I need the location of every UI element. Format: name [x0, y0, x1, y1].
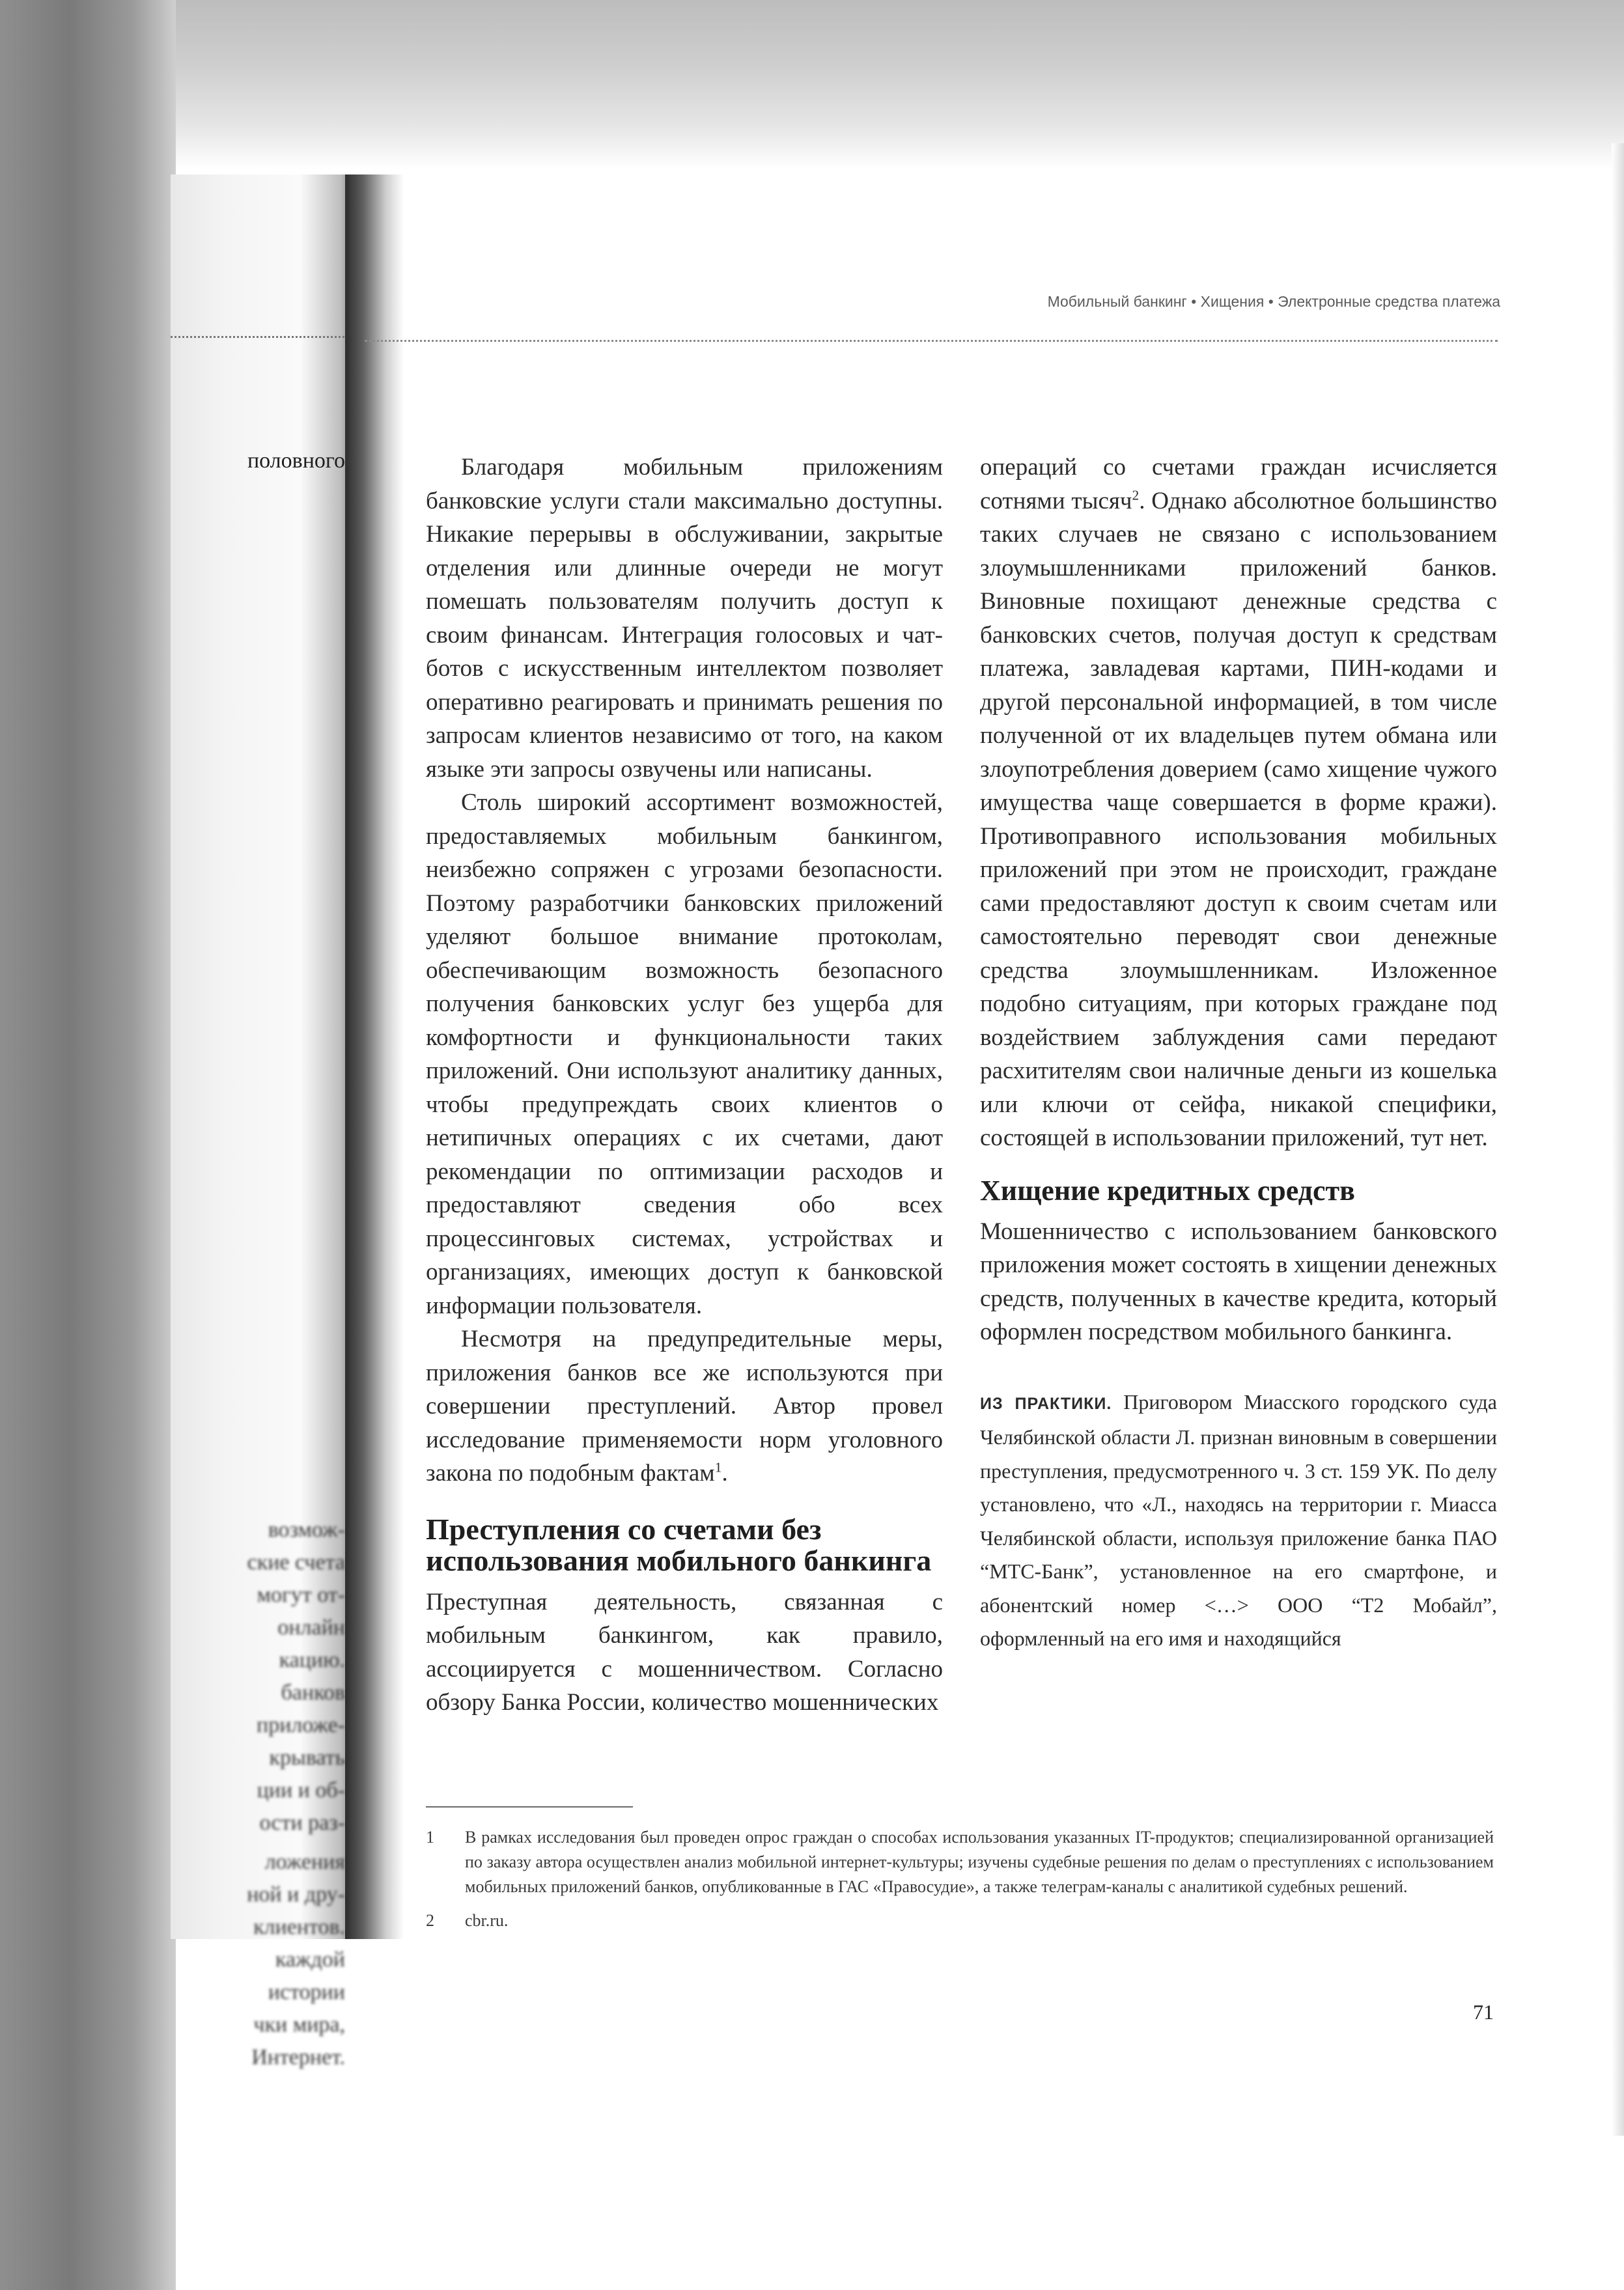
previous-page-line: истории: [268, 1980, 345, 2004]
section-heading: Преступления со счетами без использования мобильного банкинга: [426, 1512, 932, 1577]
paragraph: Мошенничество с использованием банковского приложения может состоять в хищении денежных средств, полученных в качестве кредита, который оформлен посредством мобильного банкинга.: [980, 1218, 1497, 1345]
paragraph-text-end: .: [721, 1460, 728, 1487]
paragraph-text: . Однако абсолютное большинство таких случаев не связано с использованием злоумышленниками приложений банков. Виновные похищают денежные средства с банковских счетов, получая доступ к средствам платежа, завладевая картами, ПИН-кодами и другой персональной информацией, в том числе полученной от их владельцев путем обмана или злоупотребления доверием (само хищение чужого имущества чаще совершается в форме кражи). Противоправного использования мобильных приложений при этом не происходит, граждане сами предоставляют доступ к своим счетам или самостоятельно переводят свои денежные средства злоумышленникам. Изложенное подобно ситуациям, при которых граждане под воздействием заблуждения сами передают расхитителям свои наличные деньги из кошелька или ключи от сейфа, никакой специфики, состоящей в использовании приложений, тут нет.: [980, 487, 1497, 1151]
previous-page-head-rule: [171, 336, 356, 338]
footnote-ref: 2: [1132, 487, 1140, 503]
practice-label: ИЗ ПРАКТИКИ.: [980, 1394, 1112, 1413]
previous-page-line: возмож-: [268, 1518, 345, 1542]
previous-page-line: ции и об-: [257, 1778, 345, 1802]
subsection-heading: Хищение кредитных средств: [980, 1174, 1355, 1207]
previous-page-line: клиентов.: [253, 1915, 345, 1939]
practice-note: [980, 1386, 1497, 1656]
footnote-text: cbr.ru.: [465, 1911, 509, 1930]
paragraph: Преступная деятельность, связанная с мобильным банкингом, как правило, ассоциируется с мошенничеством. Согласно обзору Банка России, количество мошеннических: [426, 1588, 943, 1716]
page-edge-shadow: [1612, 143, 1624, 2136]
paragraph: Столь широкий ассортимент возможностей, предоставляемых мобильным банкингом, неизбежно сопряжен с угрозами безопасности. Поэтому разработчики банковских приложений уделяют большое внимание протоколам, обеспечивающим возможность безопасного получения банковских услуг без ущерба для комфортности и функциональности таких приложений. Они используют аналитику данных, чтобы предупреждать своих клиентов о нетипичных операциях с их счетами, дают рекомендации по оптимизации расходов и предоставляют сведения обо всех процессинговых системах, устройствах и организациях, имеющих доступ к банковской информации пользователя.: [426, 789, 943, 1319]
footnote-ref: 1: [714, 1459, 722, 1475]
paragraph-text: операций со счетами граждан исчисляется сотнями тысяч: [980, 454, 1497, 514]
previous-page-line: ложения: [264, 1850, 345, 1874]
previous-page-line: половного: [247, 449, 345, 473]
paragraph: Благодаря мобильным приложениям банковские услуги стали максимально доступны. Никакие перерывы в обслуживании, закрытые отделения или длинные очереди не могут помешать пользователям получить доступ к своим финансам. Интеграция голосовых и чат-ботов с искусственным интеллектом позволяет оперативно реагировать и принимать решения по запросам клиентов независимо от того, на каком языке эти запросы озвучены или написаны.: [426, 454, 943, 783]
footnote-number: 2: [426, 1911, 434, 1930]
footnotes: [426, 1825, 1494, 1942]
previous-page-line: Интернет.: [251, 2045, 345, 2069]
previous-page-line: кацию.: [279, 1648, 345, 1672]
running-head: Мобильный банкинг • Хищения • Электронные средства платежа: [1047, 293, 1500, 310]
previous-page-line: чки мира,: [253, 2013, 345, 2037]
previous-page-line: могут от-: [257, 1583, 345, 1607]
previous-page-line: банков: [281, 1681, 345, 1705]
page-number: 71: [1473, 2000, 1494, 2024]
footnote-text: В рамках исследования был проведен опрос граждан о способах использования указанных IT-продуктов; специализированной организацией по заказу автора осуществлен анализ мобильной интернет-культуры; изучены судебные решения по делам о преступлениях с использованием мобильных приложений банков, опубликованные в ГАС «Правосудие», а также телеграм-каналы с аналитикой судебных решений.: [465, 1828, 1494, 1896]
running-head-rule: [365, 340, 1498, 342]
previous-page-line: онлайн: [277, 1615, 345, 1640]
scan-background-top: [0, 0, 1624, 169]
previous-page-line: каждой: [275, 1948, 345, 1972]
practice-text: Приговором Миасского городского суда Челябинской области Л. признан виновным в совершении преступления, предусмотренного ч. 3 ст. 159 УК. По делу установлено, что «Л., находясь на территории г. Миасса Челябинской области, используя приложение банка ПАО “МТС-Банк”, установленное на его смартфоне, и абонентский номер <…> ООО “Т2 Мобайл”, оформленный на его имя и находящийся: [980, 1389, 1497, 1650]
previous-page-line: приложе-: [257, 1713, 345, 1737]
previous-page-line: ости раз-: [259, 1811, 345, 1835]
scan-background-left: [0, 0, 176, 2290]
previous-page-line: ские счета: [247, 1550, 345, 1574]
previous-page-fragment: [171, 175, 356, 2069]
right-column: [980, 451, 1497, 1656]
footnote: [426, 1825, 1494, 1899]
left-column: [426, 451, 943, 1720]
paragraph-text: Несмотря на предупредительные меры, приложения банков все же используются при совершении преступлений. Автор провел исследование применяемости норм уголовного закона по подобным фактам: [426, 1326, 943, 1487]
footnote-rule: [426, 1806, 633, 1808]
footnote-number: 1: [426, 1828, 434, 1847]
previous-page-line: ной и дру-: [247, 1882, 345, 1906]
book-gutter-shadow: [345, 175, 404, 1939]
previous-page-line: крывать: [269, 1746, 345, 1770]
footnote: [426, 1908, 1494, 1933]
paragraph: [980, 451, 1497, 1155]
paragraph: [426, 1322, 943, 1490]
